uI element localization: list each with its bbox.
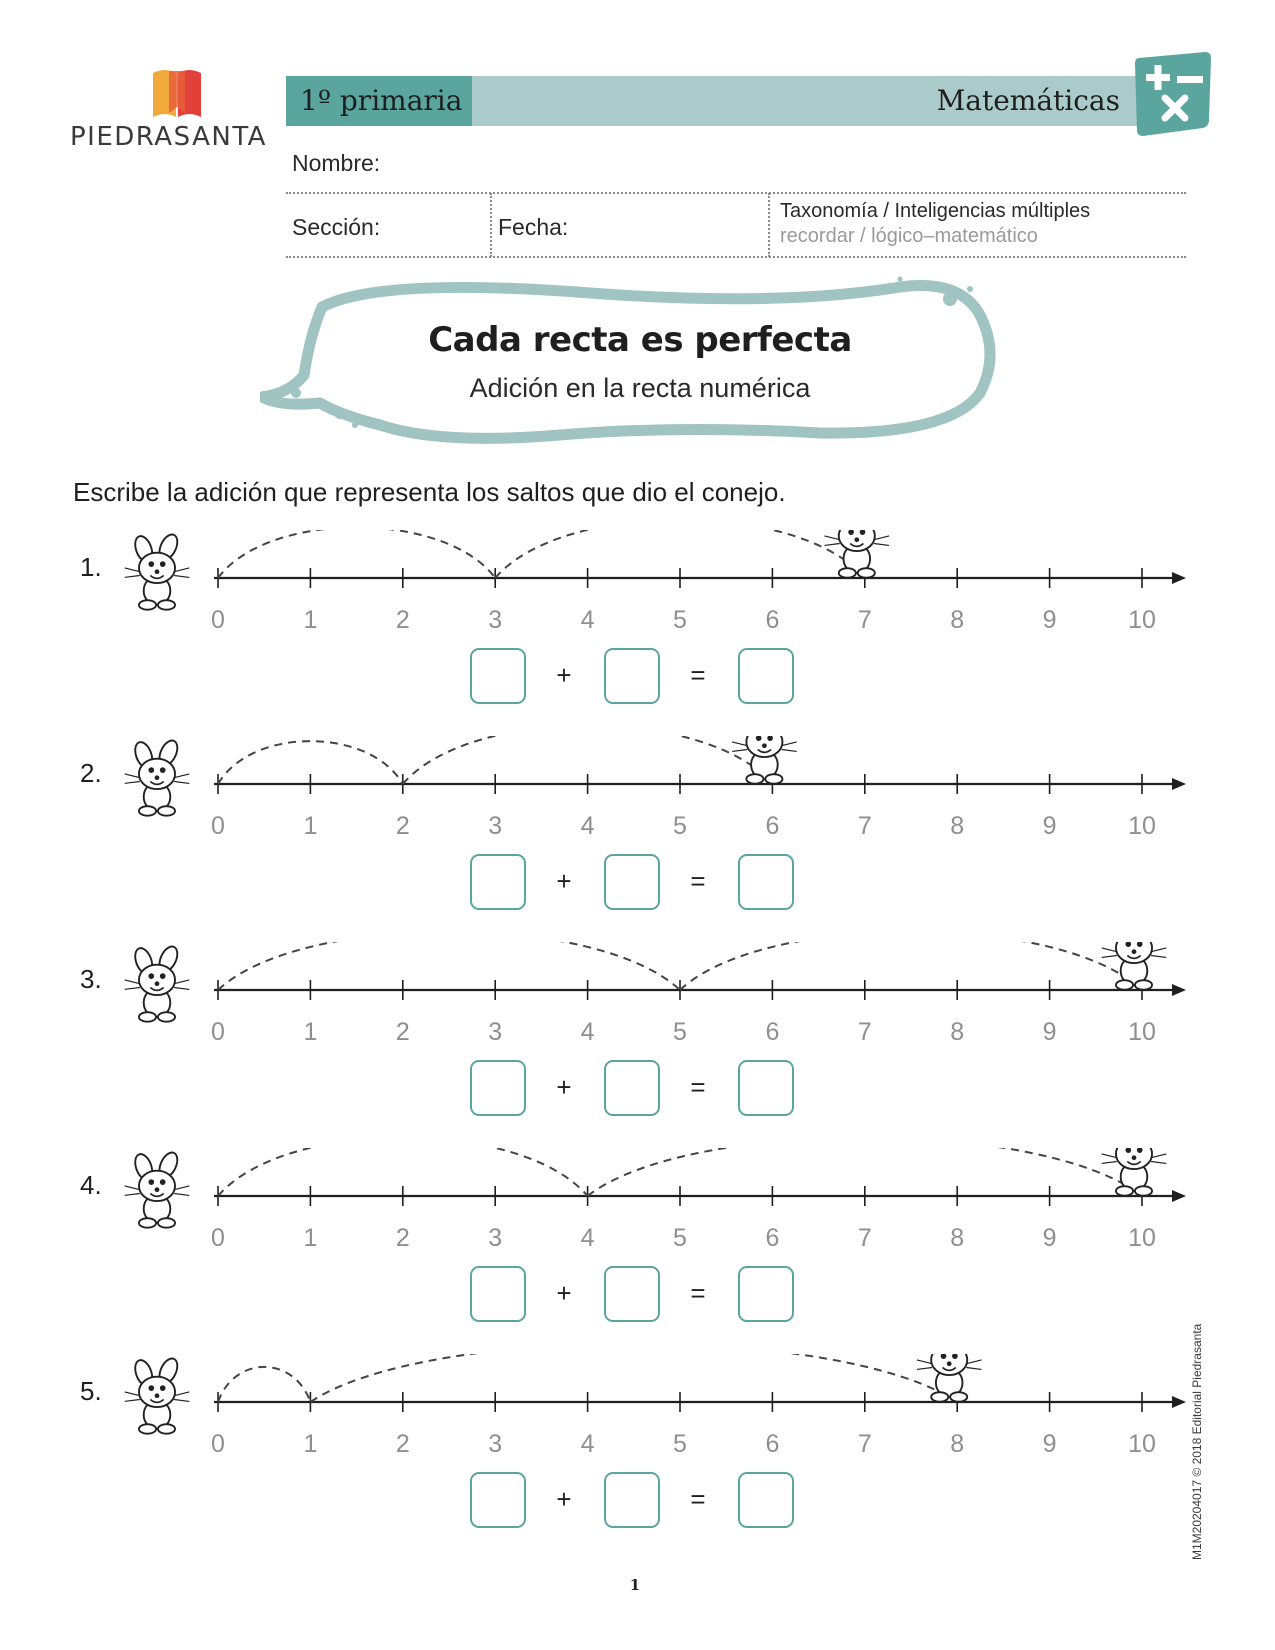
tick-label: 10 xyxy=(1128,1224,1156,1252)
tick-label: 6 xyxy=(765,1430,780,1458)
tick-label: 5 xyxy=(673,812,687,840)
answer-addend-box[interactable] xyxy=(470,854,526,910)
book-logo-icon xyxy=(151,67,203,119)
answer-sum-box[interactable] xyxy=(738,854,794,910)
rabbit-icon xyxy=(1102,1148,1167,1196)
tick-label: 8 xyxy=(950,1018,965,1046)
arrow-icon xyxy=(1172,984,1186,996)
tick-label: 7 xyxy=(857,1018,872,1046)
tick-label: 10 xyxy=(1128,606,1156,634)
tick-label: 7 xyxy=(857,812,872,840)
tick-label: 1 xyxy=(303,1224,318,1252)
tick-label: 5 xyxy=(673,606,687,634)
rabbit-icon xyxy=(1102,942,1167,990)
rabbit-icon xyxy=(125,738,190,816)
publisher-logo xyxy=(70,60,280,160)
tick-label: 0 xyxy=(211,1224,225,1252)
tick-label: 0 xyxy=(211,606,225,634)
name-label: Nombre: xyxy=(292,150,381,176)
plus-sign: + xyxy=(556,866,572,896)
tick-label: 8 xyxy=(950,606,965,634)
tick-label: 9 xyxy=(1042,606,1057,634)
tick-label: 10 xyxy=(1128,1430,1156,1458)
name-line xyxy=(286,192,1186,194)
equals-sign: = xyxy=(690,1484,706,1514)
rabbit-icon xyxy=(825,530,890,578)
tick-label: 8 xyxy=(950,812,965,840)
tick-label: 1 xyxy=(303,1430,318,1458)
grade-label: 1º primaria xyxy=(300,84,463,117)
tick-label: 4 xyxy=(580,812,595,840)
answer-addend-box[interactable] xyxy=(470,1472,526,1528)
tick-label: 2 xyxy=(395,606,410,634)
exercise-5 xyxy=(0,1354,1275,1544)
tick-label: 8 xyxy=(950,1224,965,1252)
equals-sign: = xyxy=(690,660,706,690)
tick-label: 10 xyxy=(1128,1018,1156,1046)
worksheet-subtitle: Adición en la recta numérica xyxy=(469,373,811,403)
arrow-icon xyxy=(1172,778,1186,790)
tick-label: 3 xyxy=(488,812,503,840)
tick-label: 2 xyxy=(395,1430,410,1458)
divider xyxy=(768,193,770,257)
answer-addend-box[interactable] xyxy=(604,1472,660,1528)
section-line xyxy=(286,256,1186,258)
tick-label: 7 xyxy=(857,606,872,634)
worksheet-title: Cada recta es perfecta xyxy=(428,320,852,360)
tick-label: 9 xyxy=(1042,1224,1057,1252)
rabbit-icon xyxy=(917,1354,982,1402)
divider xyxy=(490,193,492,257)
tick-label: 3 xyxy=(488,1430,503,1458)
tick-label: 8 xyxy=(950,1430,965,1458)
tick-label: 0 xyxy=(211,812,225,840)
plus-sign: + xyxy=(556,1484,572,1514)
tick-label: 0 xyxy=(211,1430,225,1458)
rabbit-icon xyxy=(125,944,190,1022)
answer-addend-box[interactable] xyxy=(604,648,660,704)
tick-label: 6 xyxy=(765,606,780,634)
equals-sign: = xyxy=(690,1072,706,1102)
answer-sum-box[interactable] xyxy=(738,648,794,704)
tick-label: 5 xyxy=(673,1018,687,1046)
plus-sign: + xyxy=(556,1278,572,1308)
tick-label: 2 xyxy=(395,1018,410,1046)
tick-label: 6 xyxy=(765,812,780,840)
answer-addend-box[interactable] xyxy=(604,854,660,910)
instruction-text: Escribe la adición que representa los saltos que dio el conejo. xyxy=(73,477,786,507)
plus-sign: + xyxy=(556,1072,572,1102)
arrow-icon xyxy=(1172,1396,1186,1408)
tick-label: 6 xyxy=(765,1018,780,1046)
arrow-icon xyxy=(1172,572,1186,584)
rabbit-icon xyxy=(125,1150,190,1228)
section-label: Sección: xyxy=(292,214,381,240)
jump-arc xyxy=(680,942,1142,990)
title-banner-frame xyxy=(260,275,1020,455)
tick-label: 3 xyxy=(488,606,503,634)
answer-addend-box[interactable] xyxy=(604,1266,660,1322)
tick-label: 2 xyxy=(395,812,410,840)
tick-label: 6 xyxy=(765,1224,780,1252)
tick-label: 7 xyxy=(857,1430,872,1458)
tick-label: 1 xyxy=(303,1018,318,1046)
exercise-number: 1. xyxy=(80,552,102,582)
tick-label: 7 xyxy=(857,1224,872,1252)
subject-label: Matemáticas xyxy=(936,84,1120,117)
tick-label: 4 xyxy=(580,606,595,634)
plus-sign: + xyxy=(556,660,572,690)
tick-label: 9 xyxy=(1042,812,1057,840)
answer-addend-box[interactable] xyxy=(604,1060,660,1116)
exercise-2 xyxy=(0,736,1275,926)
tick-label: 3 xyxy=(488,1018,503,1046)
jump-arc xyxy=(218,942,680,990)
tick-label: 4 xyxy=(580,1018,595,1046)
copyright-note: M1M20204017 © 2018 Editorial Piedrasanta xyxy=(1190,1323,1204,1560)
answer-addend-box[interactable] xyxy=(470,648,526,704)
equals-sign: = xyxy=(690,866,706,896)
answer-sum-box[interactable] xyxy=(738,1266,794,1322)
tick-label: 2 xyxy=(395,1224,410,1252)
date-label: Fecha: xyxy=(498,214,569,240)
exercise-3 xyxy=(0,942,1275,1132)
rabbit-icon xyxy=(732,736,797,784)
tick-label: 4 xyxy=(580,1224,595,1252)
answer-addend-box[interactable] xyxy=(470,1266,526,1322)
tick-label: 9 xyxy=(1042,1430,1057,1458)
math-operations-icon xyxy=(1133,50,1213,140)
tick-label: 1 xyxy=(303,812,318,840)
arrow-icon xyxy=(1172,1190,1186,1202)
tick-label: 5 xyxy=(673,1430,687,1458)
answer-sum-box[interactable] xyxy=(738,1060,794,1116)
jump-arc xyxy=(218,530,495,578)
taxonomy-title: Taxonomía / Inteligencias múltiples xyxy=(780,200,1091,222)
exercise-number: 5. xyxy=(80,1376,102,1406)
answer-sum-box[interactable] xyxy=(738,1472,794,1528)
tick-label: 10 xyxy=(1128,812,1156,840)
exercise-4 xyxy=(0,1148,1275,1338)
exercise-number: 4. xyxy=(80,1170,102,1200)
tick-label: 5 xyxy=(673,1224,687,1252)
taxonomy-value: recordar / lógico–matemático xyxy=(780,225,1038,247)
tick-label: 4 xyxy=(580,1430,595,1458)
tick-label: 9 xyxy=(1042,1018,1057,1046)
jump-arc xyxy=(310,1354,957,1402)
brand-name: PIEDRASANTA xyxy=(70,122,267,152)
page-number: 1 xyxy=(629,1576,641,1594)
tick-label: 0 xyxy=(211,1018,225,1046)
answer-addend-box[interactable] xyxy=(470,1060,526,1116)
equals-sign: = xyxy=(690,1278,706,1308)
exercise-number: 2. xyxy=(80,758,102,788)
rabbit-icon xyxy=(125,1356,190,1434)
exercise-number: 3. xyxy=(80,964,102,994)
rabbit-icon xyxy=(125,532,190,610)
jump-arc xyxy=(218,1367,310,1402)
tick-label: 3 xyxy=(488,1224,503,1252)
exercise-1 xyxy=(0,530,1275,720)
tick-label: 1 xyxy=(303,606,318,634)
